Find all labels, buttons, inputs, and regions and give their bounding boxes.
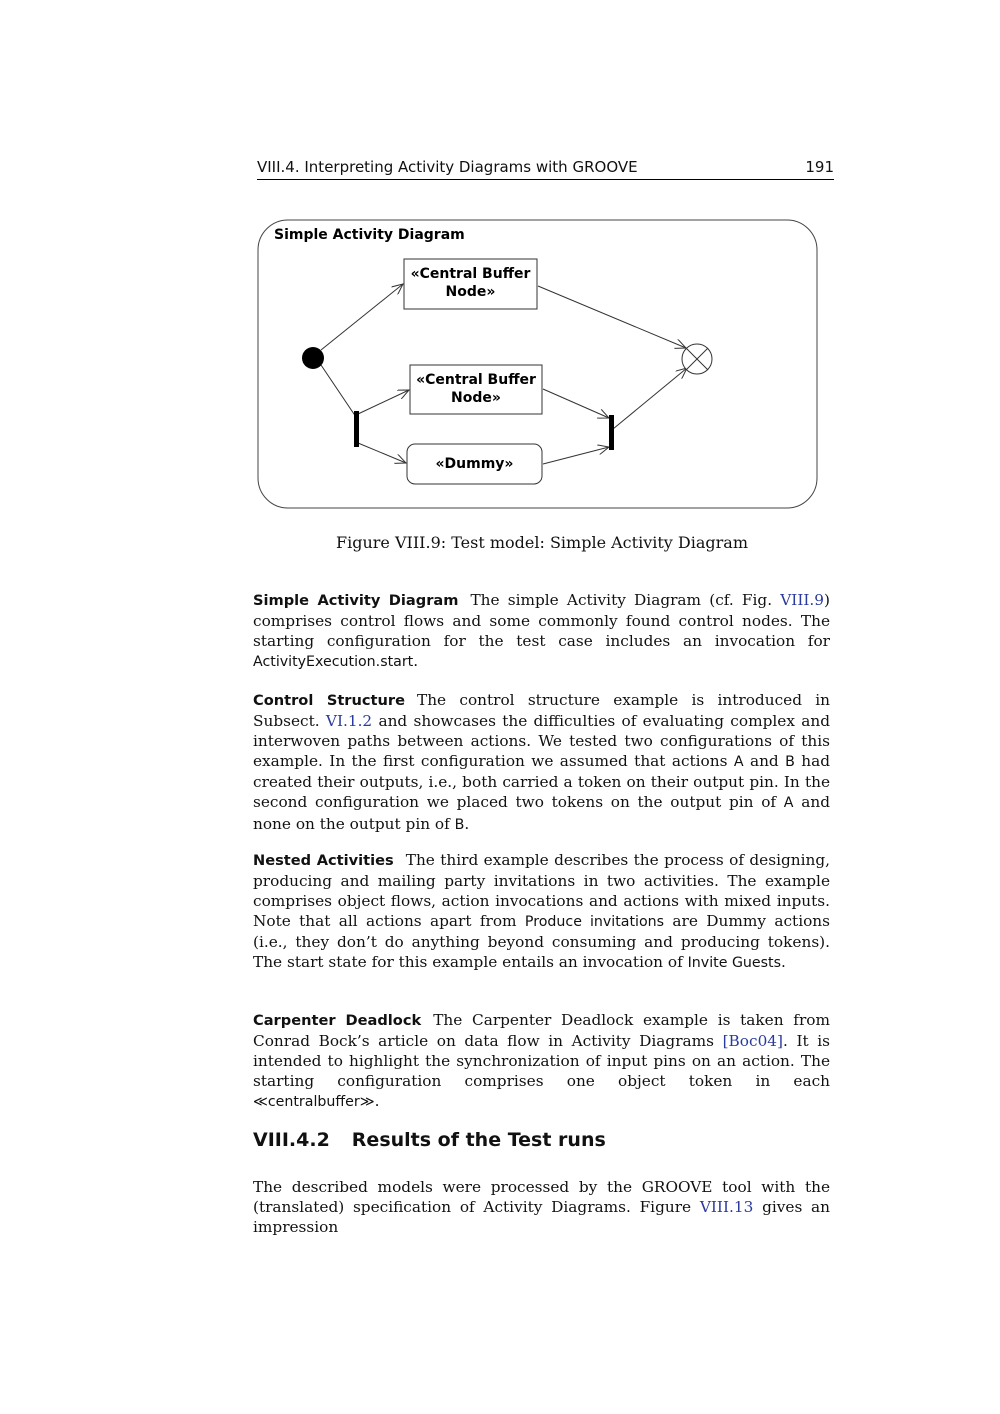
top-buffer-label — [404, 265, 537, 301]
inline-code: B — [785, 754, 795, 771]
text-run: gives an impression — [253, 1198, 830, 1237]
figure-reference-link[interactable]: VIII.9 — [780, 591, 825, 609]
section-reference-link[interactable]: VI.1.2 — [325, 712, 373, 731]
inline-code: B — [454, 816, 465, 833]
paragraph-results-intro — [253, 1177, 830, 1237]
mid-buffer-label — [410, 371, 542, 407]
inline-code: Produce invitations — [524, 914, 665, 931]
text-run: and — [743, 752, 786, 771]
paragraph-control-structure — [253, 690, 830, 835]
initial-node — [302, 347, 324, 369]
text-run: ) comprises control flows and some commonly found control nodes. The starting configuration for the test case includes an invocation for — [253, 591, 830, 651]
paragraph-nested-activities — [253, 850, 830, 974]
diagram-title: Simple Activity Diagram — [274, 227, 465, 243]
edge-dummy-to-join — [543, 447, 609, 464]
paragraph-carpenter-deadlock — [253, 1010, 830, 1112]
text-run: The described models were processed by the GROOVE tool with the (translated) specification of Activity Diagrams. Figure — [253, 1178, 830, 1217]
text-run: and none on the output pin of — [253, 793, 830, 833]
paragraph-heading: Carpenter Deadlock — [253, 1012, 422, 1029]
activity-diagram-figure — [255, 218, 821, 512]
fork-bar — [354, 411, 359, 447]
flow-final-node — [682, 344, 712, 374]
text-run: . — [413, 652, 419, 671]
edge-top-buffer-to-final — [538, 286, 686, 348]
text-run: The Carpenter Deadlock example is taken from Conrad Bock’s article on data flow in Activity Diagrams — [253, 1011, 830, 1051]
edge-join-to-final — [613, 368, 687, 429]
paragraph-heading: Nested Activities — [253, 852, 394, 869]
inline-code: A — [783, 795, 794, 812]
dummy-action-label: «Dummy» — [435, 456, 514, 472]
top-buffer-line1: «Central Buffer — [410, 266, 531, 282]
inline-code: ActivityExecution.start — [253, 654, 414, 671]
paragraph-heading: Simple Activity Diagram — [253, 592, 459, 609]
section-title: Results of the Test runs — [351, 1129, 606, 1151]
edge-fork-to-dummy — [358, 443, 406, 463]
mid-buffer-line2: Node» — [451, 390, 501, 406]
text-run: are Dummy actions (i.e., they don’t do anything beyond consuming and producing tokens). The start state for this example entails an invocation of — [253, 912, 830, 972]
figure-reference-link[interactable]: VIII.13 — [699, 1198, 754, 1217]
text-run: . It is intended to highlight the synchronization of input pins on an action. The starting configuration comprises one object token in each — [253, 1032, 830, 1091]
figure-caption: Figure VIII.9: Test model: Simple Activity Diagram — [336, 533, 748, 552]
citation-link[interactable]: [Boc04] — [722, 1032, 784, 1051]
section-heading — [253, 1129, 606, 1151]
inline-code: A — [733, 754, 744, 771]
text-run: The control structure example is introduced in Subsect. — [253, 691, 830, 731]
edge-initial-to-fork — [321, 365, 356, 417]
text-run: and showcases the difficulties of evaluating complex and interwoven paths between actions. We tested two configurations of this example. In the first configuration we assumed that actions — [253, 712, 830, 771]
section-number: VIII.4.2 — [253, 1129, 330, 1151]
paragraph-heading: Control Structure — [253, 692, 405, 709]
edge-initial-to-top-buffer — [321, 284, 403, 350]
text-run: The third example describes the process of designing, producing and mailing party invitations in two activities. The example comprises object flows, action invocations and actions with mixed inputs. Note that all actions apart from — [253, 851, 831, 931]
text-run: . — [464, 814, 470, 833]
text-run: had created their outputs, i.e., both carried a token on their output pin. In the second configuration we placed two tokens on the output pin of — [253, 752, 830, 812]
text-run: . — [374, 1092, 380, 1111]
inline-code: ≪centralbuffer≫ — [253, 1094, 375, 1111]
join-bar — [609, 415, 614, 450]
edge-fork-to-mid-buffer — [358, 390, 409, 414]
paragraph-simple-activity-diagram — [253, 590, 830, 672]
top-buffer-line2: Node» — [445, 284, 496, 300]
header-title: VIII.4. Interpreting Activity Diagrams with GROOVE — [257, 158, 638, 176]
mid-buffer-line1: «Central Buffer — [416, 372, 536, 388]
page-number: 191 — [805, 158, 834, 176]
text-run: The simple Activity Diagram (cf. Fig. — [470, 591, 781, 609]
text-run: . — [781, 953, 786, 972]
running-header — [257, 157, 834, 180]
inline-code: Invite Guests — [687, 955, 782, 972]
edge-mid-buffer-to-join — [543, 389, 609, 418]
